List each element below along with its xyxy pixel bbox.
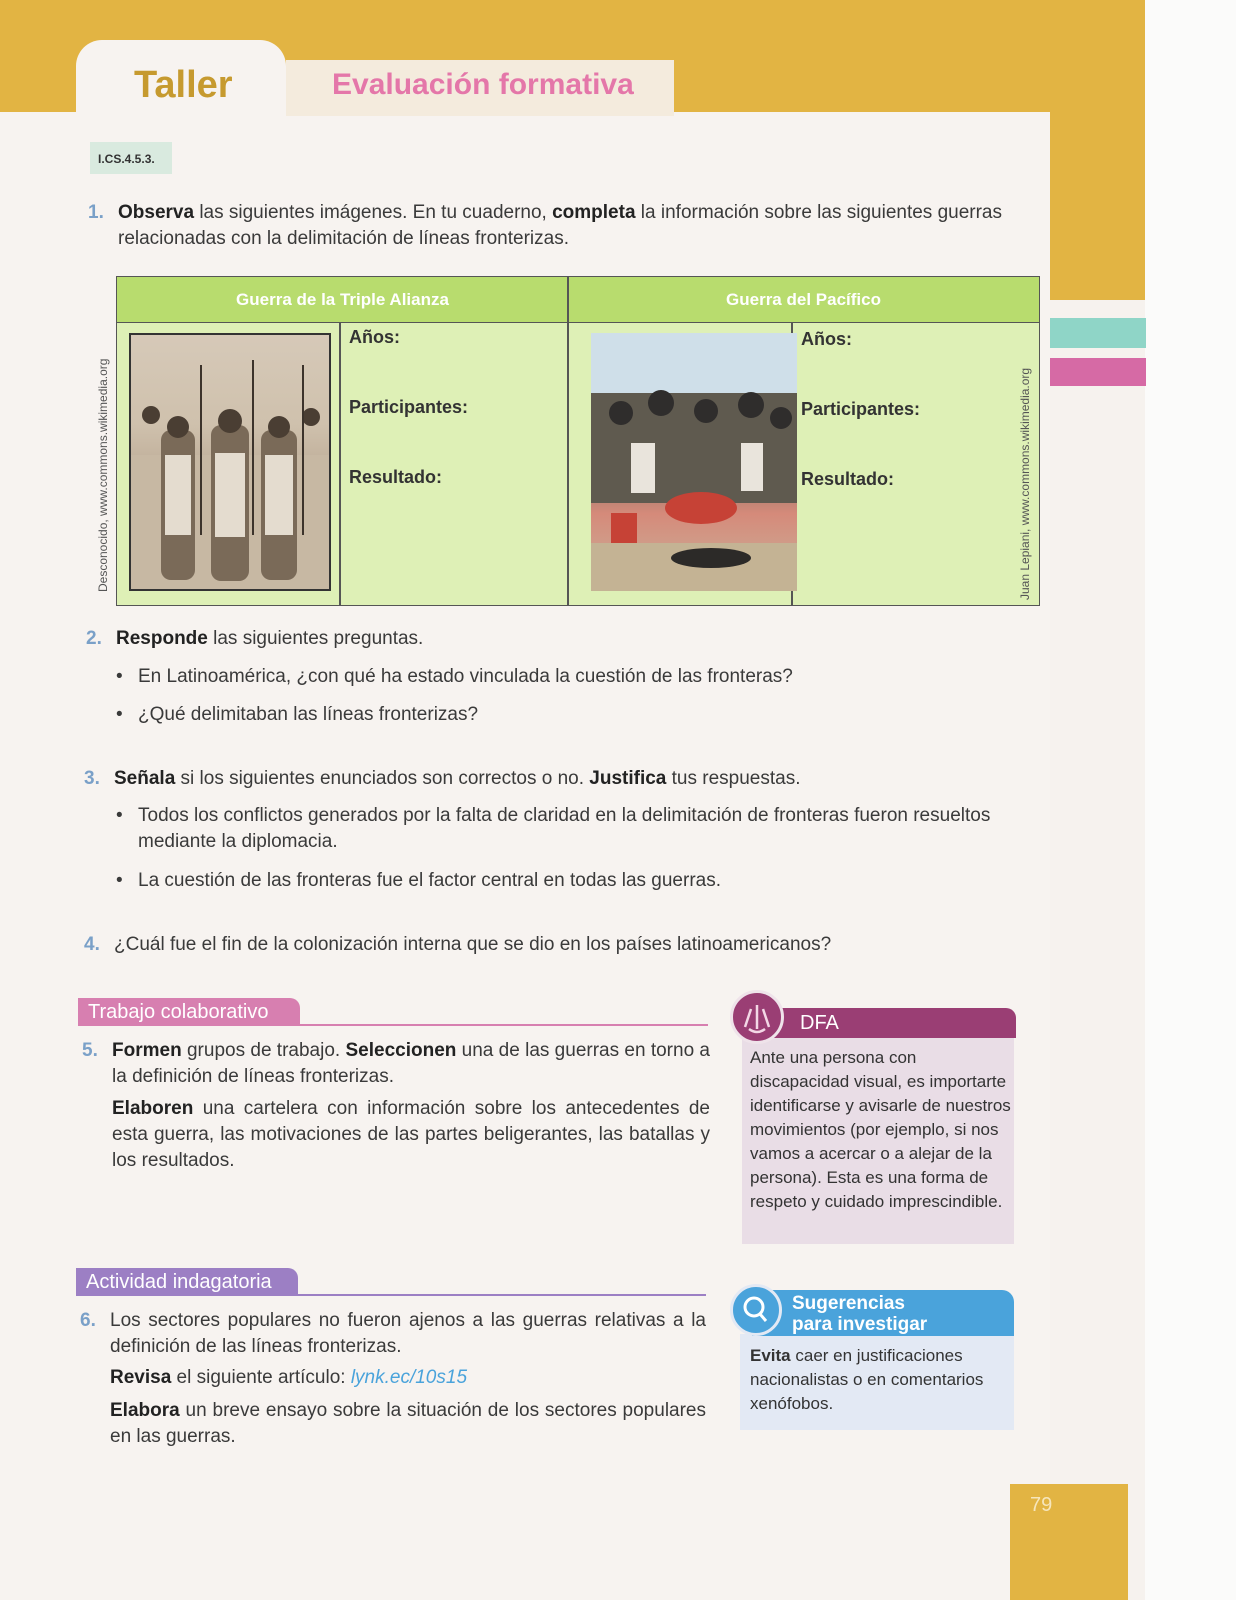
question-2-bullet: • En Latinoamérica, ¿con qué ha estado vinculada la cuestión de las fronteras?: [138, 664, 1018, 690]
triple-alliance-photo: [129, 333, 331, 591]
question-number: 5.: [82, 1040, 98, 1061]
verb: Formen: [112, 1040, 182, 1061]
question-6: [80, 1308, 706, 1360]
verb: Revisa: [110, 1367, 172, 1388]
magnifier-icon: [730, 1284, 782, 1336]
suggestions-title-line1: Sugerencias: [792, 1293, 905, 1314]
question-2: [86, 626, 1016, 652]
question-number: 6.: [80, 1310, 96, 1331]
page-edge: [1145, 0, 1236, 1600]
question-2-bullet: • ¿Qué delimitaban las líneas fronterizas?: [138, 702, 1018, 728]
verb: Señala: [114, 768, 176, 789]
suggestions-text: [750, 1344, 1012, 1416]
text: grupos de trabajo.: [181, 1040, 346, 1061]
pacific-war-painting: [591, 333, 797, 591]
text: un breve ensayo sobre la situación de los sectores populares en las guerras.: [110, 1400, 706, 1447]
question-5: [82, 1038, 710, 1090]
table-divider: [567, 277, 569, 605]
verb: Justifica: [589, 768, 667, 789]
result-label: Resultado:: [801, 469, 895, 489]
text: ¿Cuál fue el fin de la colonización interna que se dio en los países latinoamericanos?: [114, 934, 832, 955]
text: si los siguientes enunciados son correctos o no.: [175, 768, 590, 789]
question-6-part-3: [110, 1398, 706, 1450]
dfa-text: Ante una persona con discapacidad visual, es importarte identificarse y avisarle de nuestros movimientos (por ejemplo, si nos vamos a acercar o a alejar de la persona). Esta es una forma de respeto y cuidado imprescindible.: [750, 1048, 1011, 1211]
pink-margin-tab: [1050, 358, 1146, 386]
participants-label: Participantes:: [349, 397, 469, 417]
question-number: 1.: [88, 202, 104, 223]
dfa-title: DFA: [752, 1008, 1016, 1038]
table-header-triple-alliance: Guerra de la Triple Alianza: [117, 277, 568, 323]
result-label: Resultado:: [349, 467, 443, 487]
taller-title: Taller: [134, 64, 233, 106]
verb: Elaboren: [112, 1098, 194, 1119]
question-number: 3.: [84, 768, 100, 789]
question-3: [84, 766, 1019, 792]
text: Los sectores populares no fueron ajenos a las guerras relativas a la definición de las líneas fronterizas.: [110, 1310, 706, 1357]
verb: completa: [552, 202, 636, 223]
question-number: 2.: [86, 628, 102, 649]
question-4: [84, 932, 1019, 958]
photo-credit-left: Desconocido, www.commons.wikimedia.org: [96, 358, 110, 592]
page-number: 79: [1030, 1494, 1053, 1516]
years-label: Años:: [801, 329, 852, 349]
verb: Seleccionen: [345, 1040, 457, 1061]
suggestions-title: [752, 1290, 1014, 1336]
hands-icon: [730, 990, 784, 1044]
collab-underline: [300, 1024, 708, 1026]
question-5-part-2: [112, 1096, 710, 1174]
text: una cartelera con información sobre los antecedentes de esta guerra, las motivaciones de las partes beligerantes, las batallas y los resultados.: [112, 1098, 710, 1171]
page-number-block: [1010, 1484, 1128, 1600]
text: las siguientes preguntas.: [207, 628, 424, 649]
collab-banner: Trabajo colaborativo: [78, 998, 300, 1026]
text: caer en justificaciones nacionalistas o en comentarios xenófobos.: [750, 1346, 984, 1413]
question-3-bullet: • Todos los conflictos generados por la falta de claridad en la delimitación de fronteras fueron resueltos mediante la diplomacia.: [138, 803, 1018, 855]
years-label: Años:: [349, 327, 400, 347]
article-link[interactable]: lynk.ec/10s15: [350, 1367, 468, 1388]
text: la información sobre las siguientes guerras relacionadas con la delimitación de líneas fronterizas.: [118, 202, 1002, 249]
taller-tab: [76, 40, 286, 116]
text: una de las guerras en torno a la definición de líneas fronterizas.: [112, 1040, 710, 1087]
photo-credit-right: Juan Lepiani, www.commons.wikimedia.org: [1018, 367, 1032, 600]
verb: Observa: [118, 202, 195, 223]
inquiry-underline: [298, 1294, 706, 1296]
right-margin-band: [1050, 0, 1145, 300]
participants-label: Participantes:: [801, 399, 921, 419]
wars-table: [116, 276, 1040, 606]
question-3-bullet: • La cuestión de las fronteras fue el factor central en todas las guerras.: [138, 868, 1018, 894]
table-header-pacific: Guerra del Pacífico: [568, 277, 1039, 323]
text: el siguiente artículo:: [171, 1367, 351, 1388]
question-1: [88, 200, 1023, 252]
verb: Elabora: [110, 1400, 180, 1421]
text: tus respuestas.: [666, 768, 801, 789]
table-divider: [339, 323, 341, 605]
question-6-part-2: [110, 1365, 706, 1391]
soldiers-photo-illustration: [131, 335, 331, 591]
battle-painting-illustration: [591, 333, 797, 591]
section-title: Evaluación formativa: [332, 68, 634, 101]
indicator-badge: I.CS.4.5.3.: [90, 142, 172, 174]
text: las siguientes imágenes. En tu cuaderno,: [194, 202, 553, 223]
question-number: 4.: [84, 934, 100, 955]
verb: Evita: [750, 1346, 791, 1365]
teal-margin-tab: [1050, 318, 1146, 348]
inquiry-banner: Actividad indagatoria: [76, 1268, 298, 1296]
verb: Responde: [116, 628, 208, 649]
section-tab: [286, 60, 674, 116]
suggestions-title-line2: para investigar: [792, 1314, 928, 1335]
